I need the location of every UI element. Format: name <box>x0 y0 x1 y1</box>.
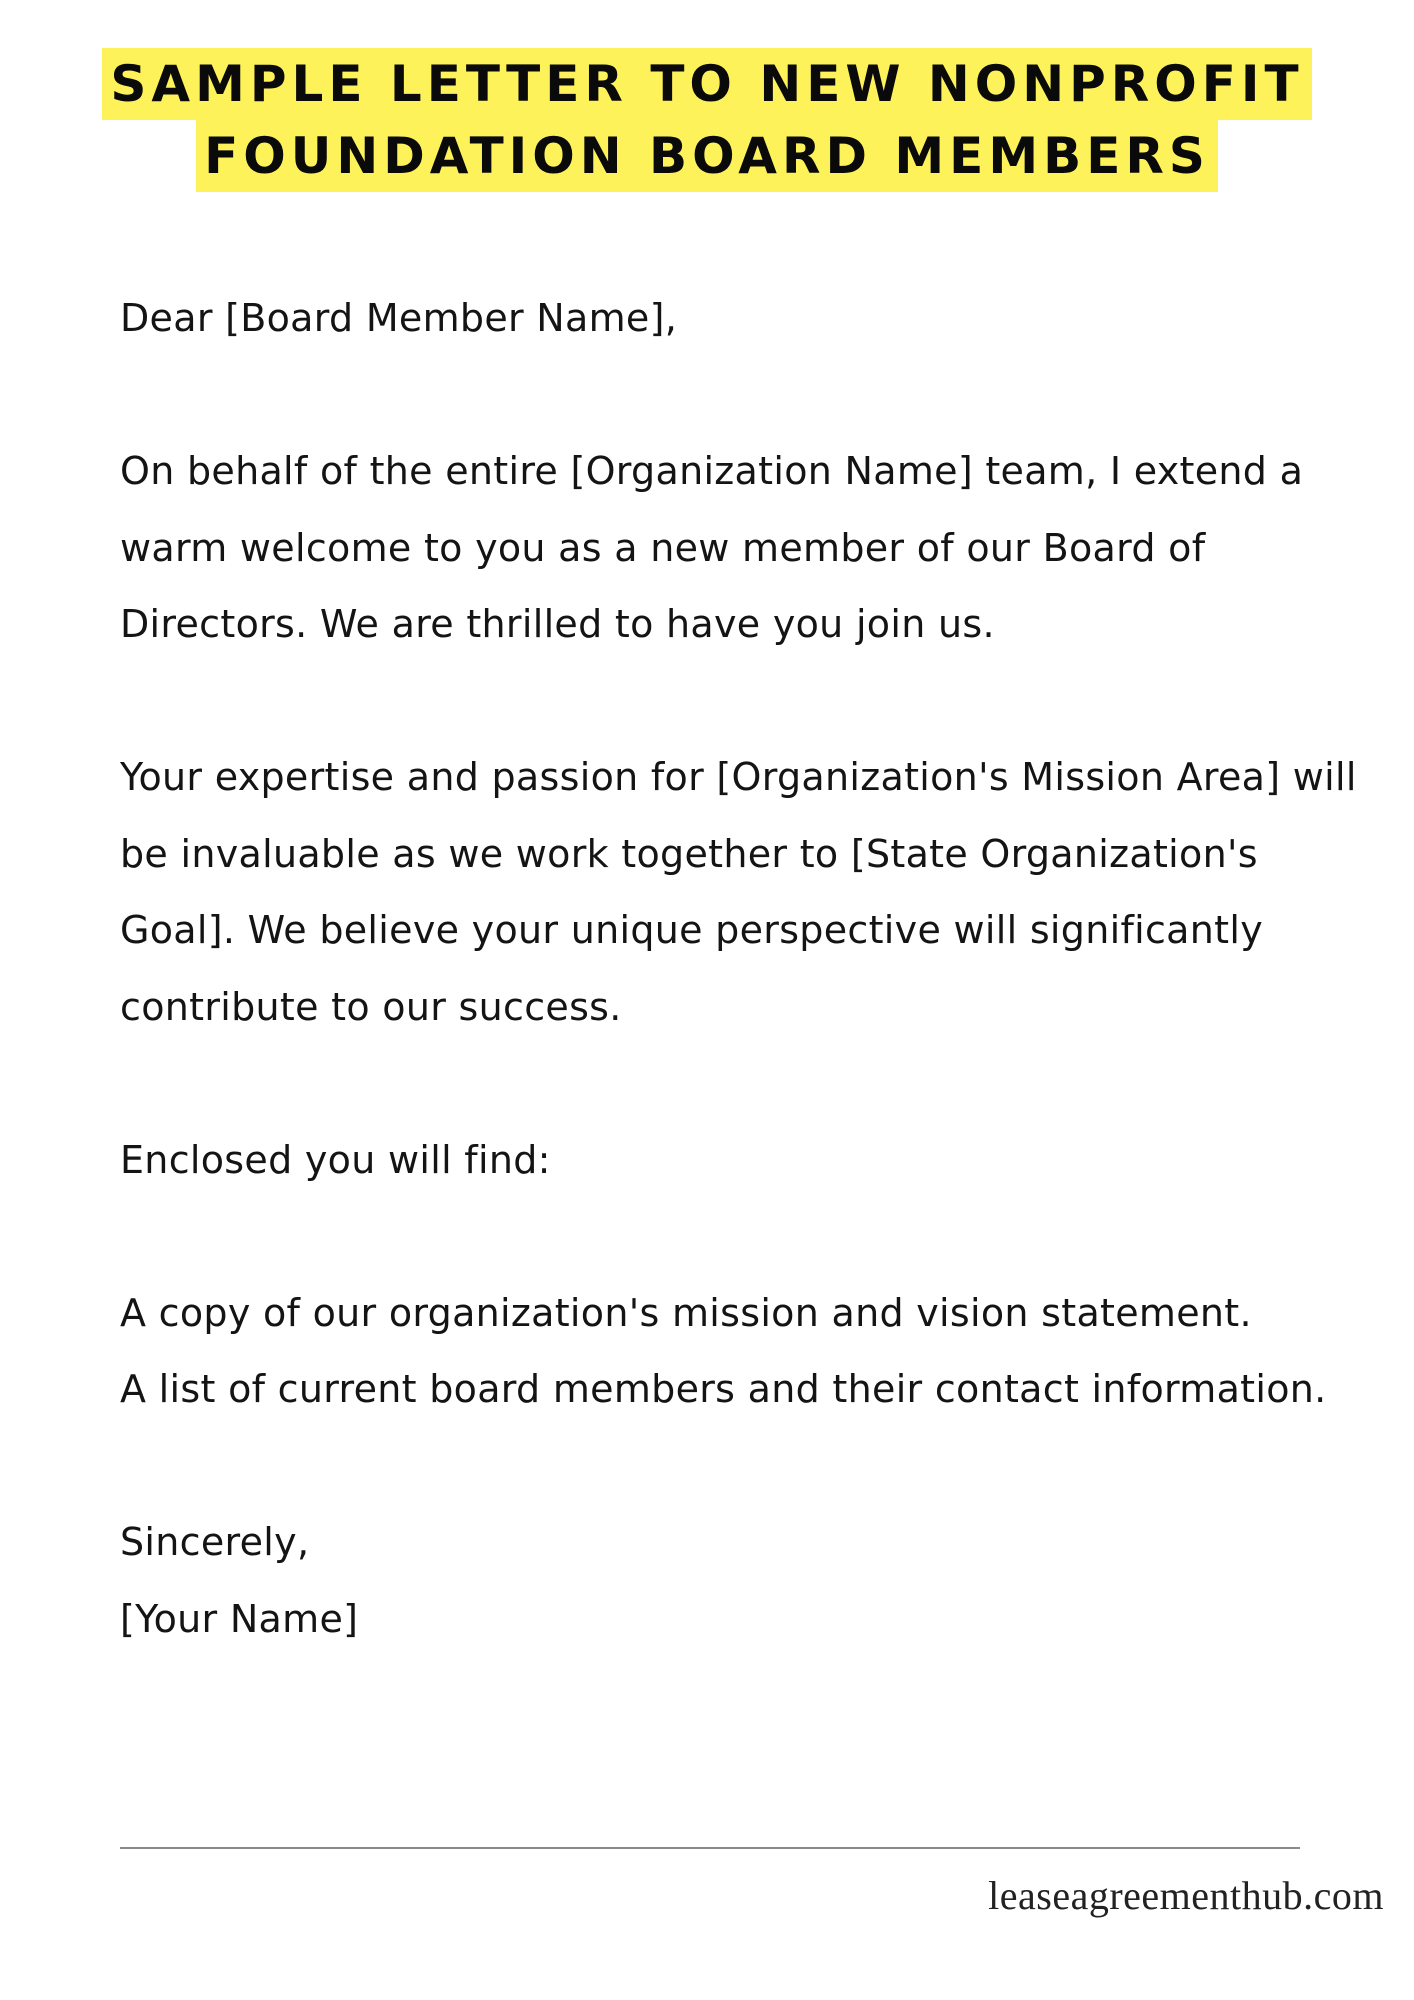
letter-body <box>120 280 1360 1657</box>
letter-signature: [Your Name] <box>120 1596 359 1641</box>
footer-divider <box>120 1847 1300 1849</box>
page-title <box>0 48 1414 192</box>
page-title-line-1: SAMPLE LETTER TO NEW NONPROFIT <box>102 48 1311 120</box>
footer-website: leaseagreementhub.com <box>988 1873 1384 1918</box>
letter-salutation: Dear [Board Member Name], <box>120 296 678 340</box>
letter-paragraph-expertise: Your expertise and passion for [Organization's Mission Area] will be invaluable as we work together to [State Organization's Goal]. We believe your unique perspective will significantly contribute to our success. <box>120 755 1357 1029</box>
enclosure-item-mission: A copy of our organization's mission and vision statement. <box>120 1290 1252 1335</box>
letter-paragraph-welcome: On behalf of the entire [Organization Name] team, I extend a warm welcome to you as a new member of our Board of Directors. We are thrilled to have you join us. <box>120 449 1304 646</box>
letter-enclosed-intro: Enclosed you will find: <box>120 1137 551 1182</box>
enclosure-item-board-list: A list of current board members and their contact information. <box>120 1367 1327 1411</box>
letter-closing: Sincerely, <box>120 1520 310 1564</box>
page-title-line-2: FOUNDATION BOARD MEMBERS <box>196 120 1218 192</box>
